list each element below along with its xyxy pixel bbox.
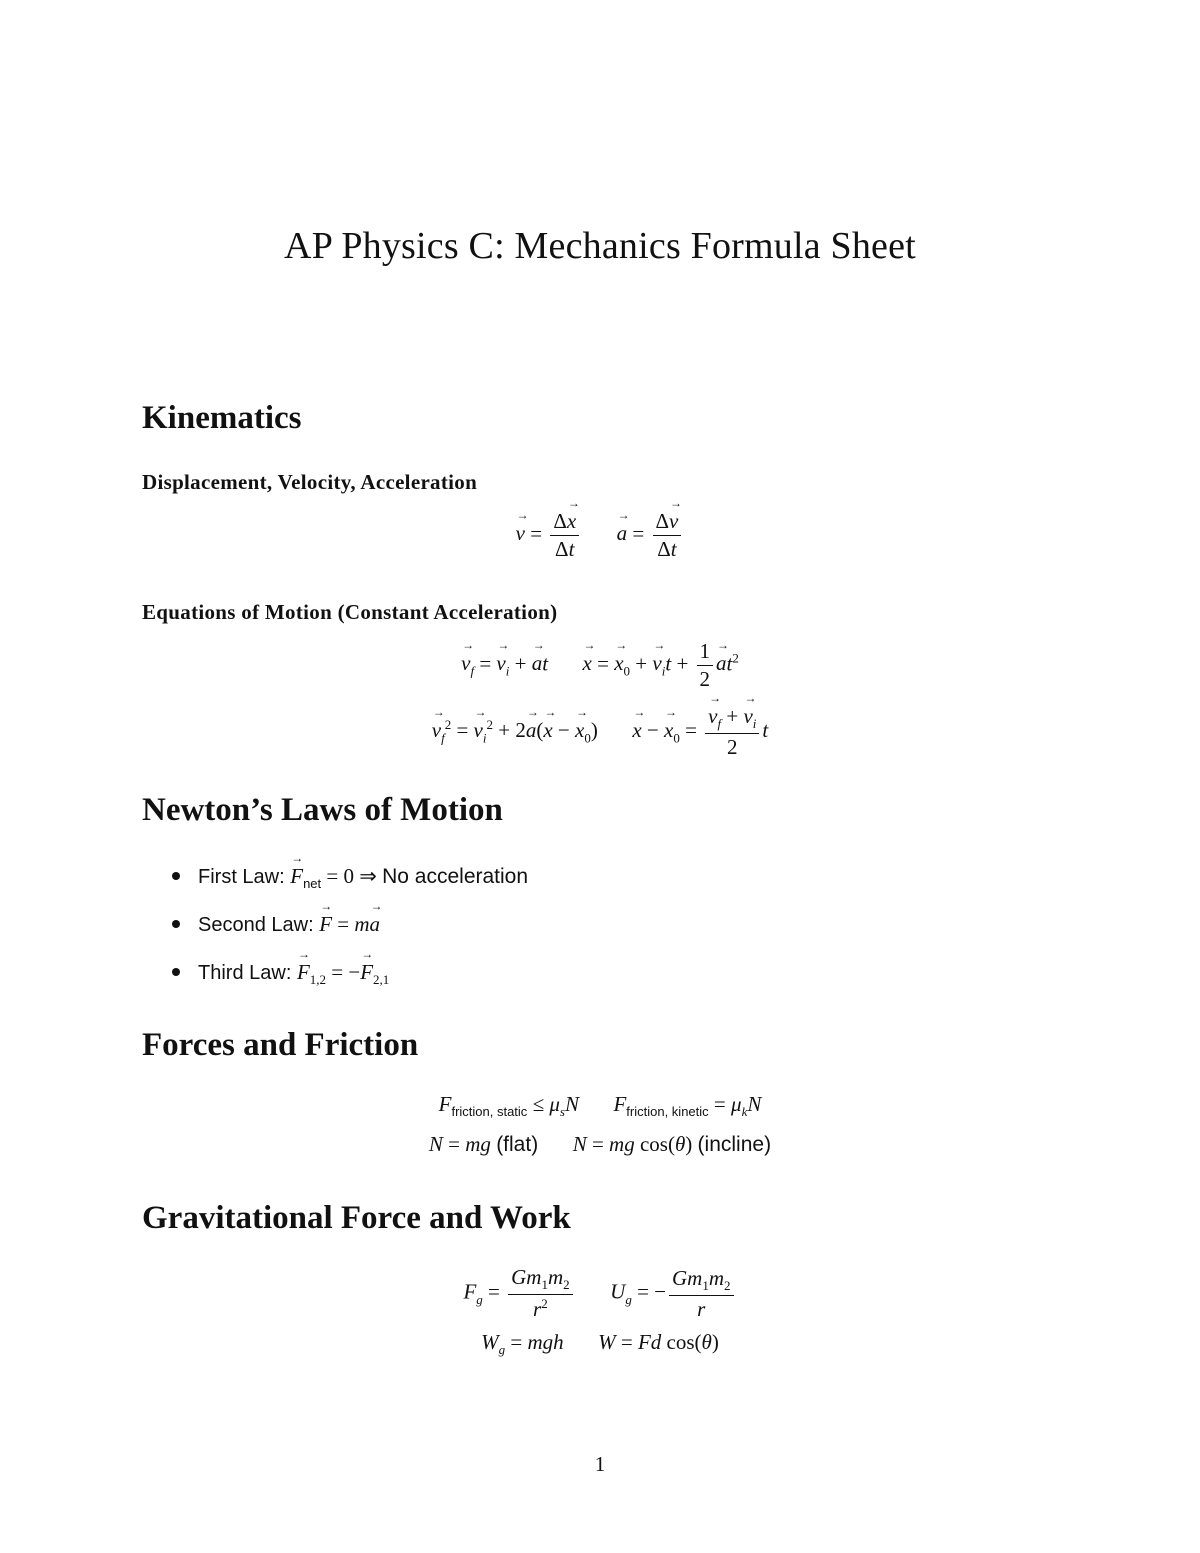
section-heading-newton: Newton’s Laws of Motion [142, 792, 503, 828]
formula-work: $W_g$ = mgh W = Fd cos(θ) [481, 1330, 719, 1358]
list-item: Third Law: → $F_{1,2}$ = −→ $F_{2,1}$ [172, 960, 389, 988]
formula-gravitational-force: $F_g$ = $\frac{Gm_1m_2}{r^2}$ $U_g$ = − $\frac{Gm_1m_2}{r}$ [0, 1266, 1200, 1322]
formula-normal-force: N = mg (flat) N = mg cos(θ) (incline) [428, 1132, 772, 1156]
section-heading-friction: Forces and Friction [142, 1027, 419, 1063]
formula-motion-line1: → $v_f$ = → $v_i$ + → at → x = → $x_0$ + → $v_it$ + $\frac{1}{2}$ → $at^2$ [0, 640, 1200, 691]
formula-velocity-acceleration: → v = $\frac{\Delta\to x}{\Delta t}$ → a = $\frac{\Delta\to v}{\Delta t}$ [0, 510, 1200, 561]
section-heading-gravity: Gravitational Force and Work [142, 1200, 571, 1236]
page-number: 1 [594, 1452, 606, 1476]
formula-friction: $F_{friction, static} \le \mu_sN$ $F_{friction, kinetic} = \mu_kN$ [438, 1092, 762, 1120]
section-heading-kinematics: Kinematics [142, 400, 302, 436]
subsection-displacement: Displacement, Velocity, Acceleration [142, 470, 478, 494]
page-title: AP Physics C: Mechanics Formula Sheet [284, 225, 916, 267]
list-item: First Law: → $F_{net} = 0$ ⇒ No acceleration [172, 864, 528, 891]
subsection-equations-of-motion: Equations of Motion (Constant Acceleration) [142, 600, 558, 624]
list-item: Second Law: → F = m→ a [172, 912, 380, 937]
formula-motion-line2: → $v_f^2$ = → $v_i^2 + 2\to a(\to x$ − → $x_0) \to x$ − → $x_0$ = → $\frac{v_f + \to v_i}{2}$ t [0, 705, 1200, 760]
